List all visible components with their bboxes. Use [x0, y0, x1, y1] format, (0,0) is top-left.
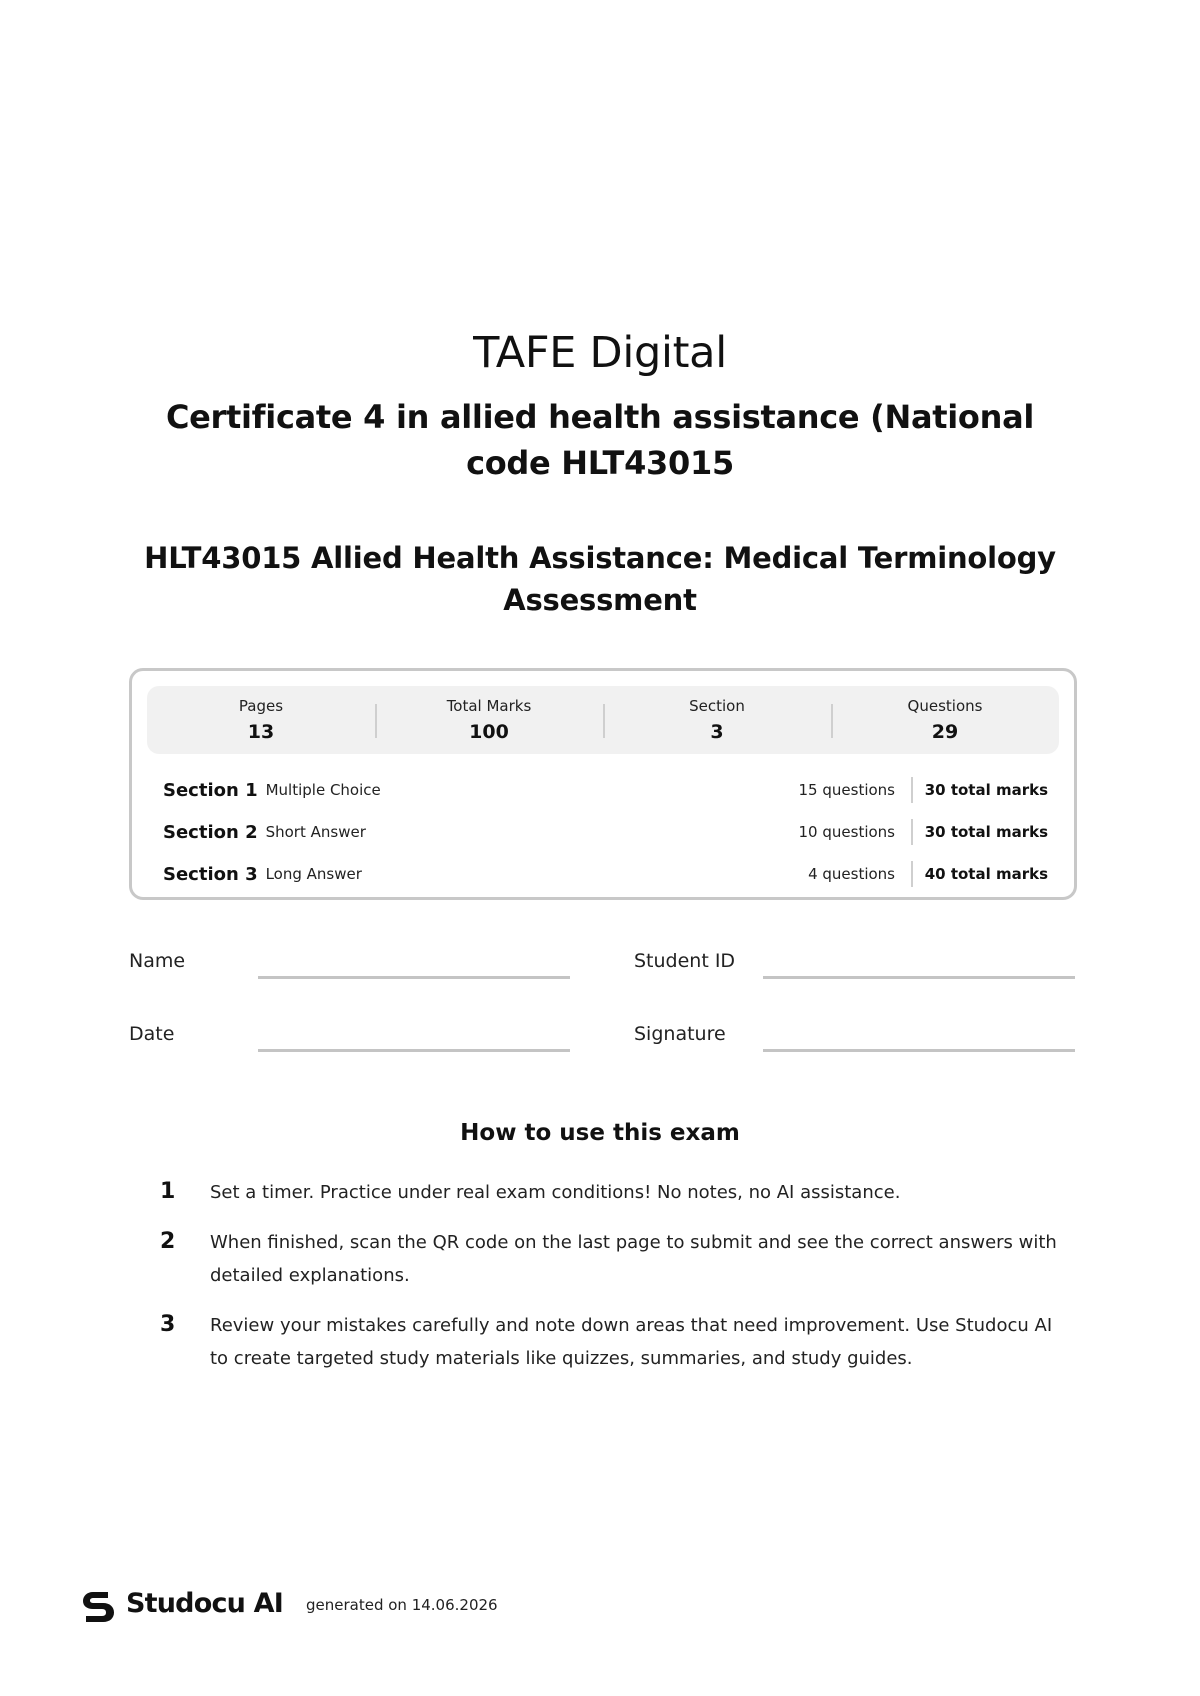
- stat-pages: [147, 686, 375, 754]
- stat-total-marks: [375, 686, 603, 754]
- step-text: Review your mistakes carefully and note down areas that need improvement. Use Studocu AI to create targeted study materials like quizzes, summaries, and study guides.: [210, 1315, 1053, 1369]
- section-name: Section 3: [163, 863, 258, 885]
- page-title: TAFE Digital: [473, 328, 727, 378]
- section-row-3: [163, 859, 1048, 889]
- section-row-1: [163, 775, 1048, 805]
- step-text: Set a timer. Practice under real exam conditions! No notes, no AI assistance.: [210, 1182, 901, 1203]
- date-field[interactable]: [258, 1049, 570, 1052]
- stat-questions: [831, 686, 1059, 754]
- stat-value: 100: [469, 721, 509, 743]
- name-field[interactable]: [258, 976, 570, 979]
- assessment-title: HLT43015 Allied Health Assistance: Medical Terminology Assessment: [144, 541, 1056, 617]
- section-name: Section 2: [163, 821, 258, 843]
- signature-label: Signature: [634, 1023, 726, 1045]
- step-text: When finished, scan the QR code on the last page to submit and see the correct answers with detailed explanations.: [210, 1232, 1057, 1286]
- stat-value: 3: [710, 721, 724, 743]
- section-type: Short Answer: [265, 823, 366, 841]
- studocu-logo-icon: [78, 1586, 118, 1626]
- howto-step-1: [160, 1176, 1060, 1209]
- section-question-count: 4 questions: [775, 861, 913, 887]
- certificate-subtitle: Certificate 4 in allied health assistance (National code HLT43015: [165, 398, 1035, 482]
- section-total-marks: 30 total marks: [924, 823, 1048, 841]
- stat-label: Total Marks: [446, 697, 532, 715]
- date-label: Date: [129, 1023, 175, 1045]
- exam-summary-card: [129, 668, 1077, 900]
- stat-label: Section: [689, 697, 745, 715]
- section-question-count: 15 questions: [775, 777, 913, 803]
- student-id-label: Student ID: [634, 950, 736, 972]
- howto-step-3: [160, 1309, 1060, 1375]
- exam-stats-bar: [147, 686, 1059, 754]
- signature-field[interactable]: [763, 1049, 1075, 1052]
- section-total-marks: 40 total marks: [924, 865, 1048, 883]
- stat-value: 29: [931, 721, 959, 743]
- section-type: Long Answer: [265, 865, 362, 883]
- howto-step-2: [160, 1226, 1060, 1292]
- howto-title: How to use this exam: [460, 1120, 740, 1146]
- generated-date: generated on 14.06.2026: [306, 1596, 498, 1614]
- step-number: 1: [160, 1179, 176, 1204]
- section-question-count: 10 questions: [775, 819, 913, 845]
- stat-value: 13: [247, 721, 275, 743]
- section-type: Multiple Choice: [265, 781, 381, 799]
- footer-brand: Studocu AI: [126, 1588, 284, 1619]
- section-name: Section 1: [163, 779, 258, 801]
- section-total-marks: 30 total marks: [924, 781, 1048, 799]
- stat-sections: [603, 686, 831, 754]
- name-label: Name: [129, 950, 186, 972]
- stat-label: Questions: [907, 697, 983, 715]
- section-row-2: [163, 817, 1048, 847]
- step-number: 3: [160, 1312, 176, 1337]
- step-number: 2: [160, 1229, 176, 1254]
- stat-label: Pages: [238, 697, 284, 715]
- student-id-field[interactable]: [763, 976, 1075, 979]
